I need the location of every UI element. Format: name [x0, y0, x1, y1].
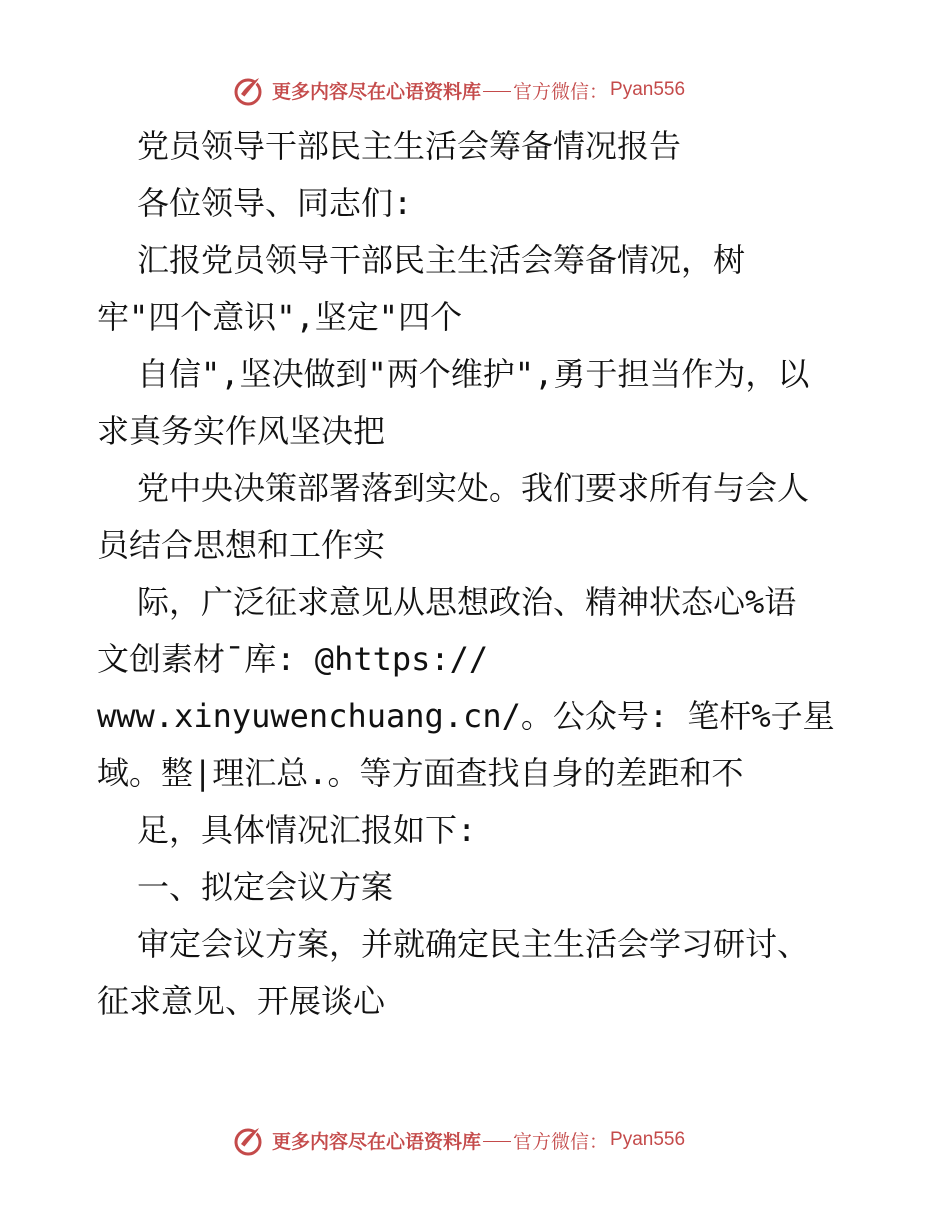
text-line: 自信",坚决做到"两个维护",勇于担当作为，以 [137, 355, 810, 393]
text-line: 征求意见、开展谈心 [97, 982, 386, 1020]
section-heading: 一、拟定会议方案 [137, 868, 394, 906]
banner-wechat-label: 官方微信： [513, 1130, 609, 1153]
banner-title: 更多内容尽在心语资料库 [272, 1130, 482, 1153]
text-line: 求真务实作风坚决把 [97, 412, 386, 450]
footer-banner [232, 1120, 685, 1160]
banner-title: 更多内容尽在心语资料库 [272, 80, 482, 103]
banner-wechat-label: 官方微信： [513, 80, 609, 103]
text-line: 员结合思想和工作实 [97, 526, 386, 564]
quill-logo-icon [232, 1122, 268, 1158]
text-line: 党中央决策部署落到实处。我们要求所有与会人 [137, 469, 810, 507]
text-line: 文创素材¯库: @https:// [97, 640, 489, 678]
text-line: 际，广泛征求意见从思想政治、精神状态心%语 [137, 583, 797, 621]
text-line: 审定会议方案，并就确定民主生活会学习研讨、 [137, 925, 810, 963]
text-line: 汇报党员领导干部民主生活会筹备情况，树 [137, 241, 746, 279]
document-title: 党员领导干部民主生活会筹备情况报告 [137, 127, 682, 165]
banner-dash [483, 1141, 511, 1142]
text-line: 足，具体情况汇报如下: [137, 811, 477, 849]
banner-wechat-id: Pyan556 [610, 1129, 686, 1150]
document-body [97, 118, 887, 1030]
text-line: 域。整|理汇总.。等方面查找自身的差距和不 [97, 754, 744, 792]
salutation: 各位领导、同志们: [137, 184, 413, 222]
text-line: www.xinyuwenchuang.cn/。公众号: 笔杆%子星 [97, 697, 835, 735]
header-banner [232, 70, 685, 110]
banner-dash [483, 91, 511, 92]
text-line: 牢"四个意识",坚定"四个 [97, 298, 463, 336]
quill-logo-icon [232, 72, 268, 108]
banner-wechat-id: Pyan556 [610, 79, 686, 100]
